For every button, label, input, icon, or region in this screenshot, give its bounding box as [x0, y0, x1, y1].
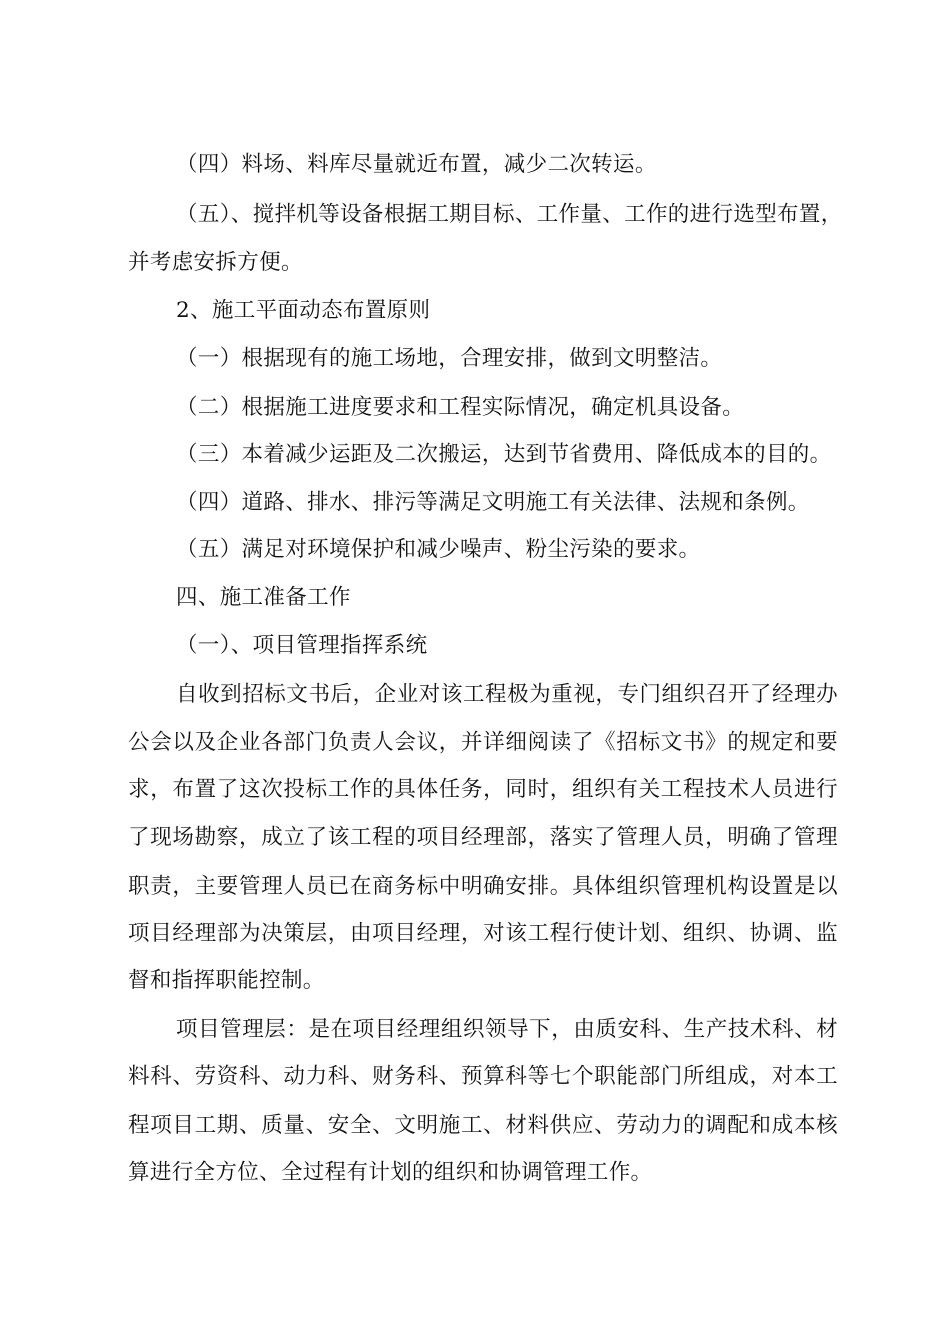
paragraph-line: 料科、劳资科、动力科、财务科、预算科等七个职能部门所组成，对本工 [128, 1064, 838, 1089]
paragraph-line: 督和指挥职能控制。 [128, 968, 325, 993]
paragraph-line: 了现场勘察，成立了该工程的项目经理部，落实了管理人员，明确了管理 [128, 825, 838, 850]
paragraph-line: （五）满足对环境保护和减少噪声、粉尘污染的要求。 [176, 537, 701, 562]
paragraph-line: （三）本着减少运距及二次搬运，达到节省费用、降低成本的目的。 [176, 442, 832, 467]
paragraph-line: 并考虑安拆方便。 [128, 250, 303, 275]
paragraph-line: 职责，主要管理人员已在商务标中明确安排。具体组织管理机构设置是以 [128, 874, 838, 899]
paragraph-line: （二）根据施工进度要求和工程实际情况，确定机具设备。 [176, 395, 745, 420]
paragraph-line: 算进行全方位、全过程有计划的组织和协调管理工作。 [128, 1160, 653, 1185]
paragraph-line: 求，布置了这次投标工作的具体任务，同时，组织有关工程技术人员进行 [128, 777, 838, 802]
section-heading: 四、施工准备工作 [176, 585, 351, 610]
paragraph-line: （四）料场、料库尽量就近布置，减少二次转运。 [176, 152, 657, 177]
subsection-heading: （一）、项目管理指挥系统 [176, 633, 428, 658]
paragraph-line: （一）根据现有的施工场地，合理安排，做到文明整洁。 [176, 346, 723, 371]
paragraph-line: 项目经理部为决策层，由项目经理，对该工程行使计划、组织、协调、监 [128, 921, 838, 946]
paragraph-line: （五）、搅拌机等设备根据工期目标、工作量、工作的进行选型布置， [176, 202, 843, 227]
section-heading: 2、施工平面动态布置原则 [176, 298, 431, 323]
paragraph-line: 公会以及企业各部门负责人会议，并详细阅读了《招标文书》的规定和要 [128, 730, 838, 755]
paragraph-line: 项目管理层：是在项目经理组织领导下，由质安科、生产技术科、材 [176, 1017, 838, 1042]
paragraph-line: 程项目工期、质量、安全、文明施工、材料供应、劳动力的调配和成本核 [128, 1113, 838, 1138]
paragraph-line: （四）道路、排水、排污等满足文明施工有关法律、法规和条例。 [176, 490, 810, 515]
paragraph-line: 自收到招标文书后，企业对该工程极为重视，专门组织召开了经理办 [176, 682, 838, 707]
